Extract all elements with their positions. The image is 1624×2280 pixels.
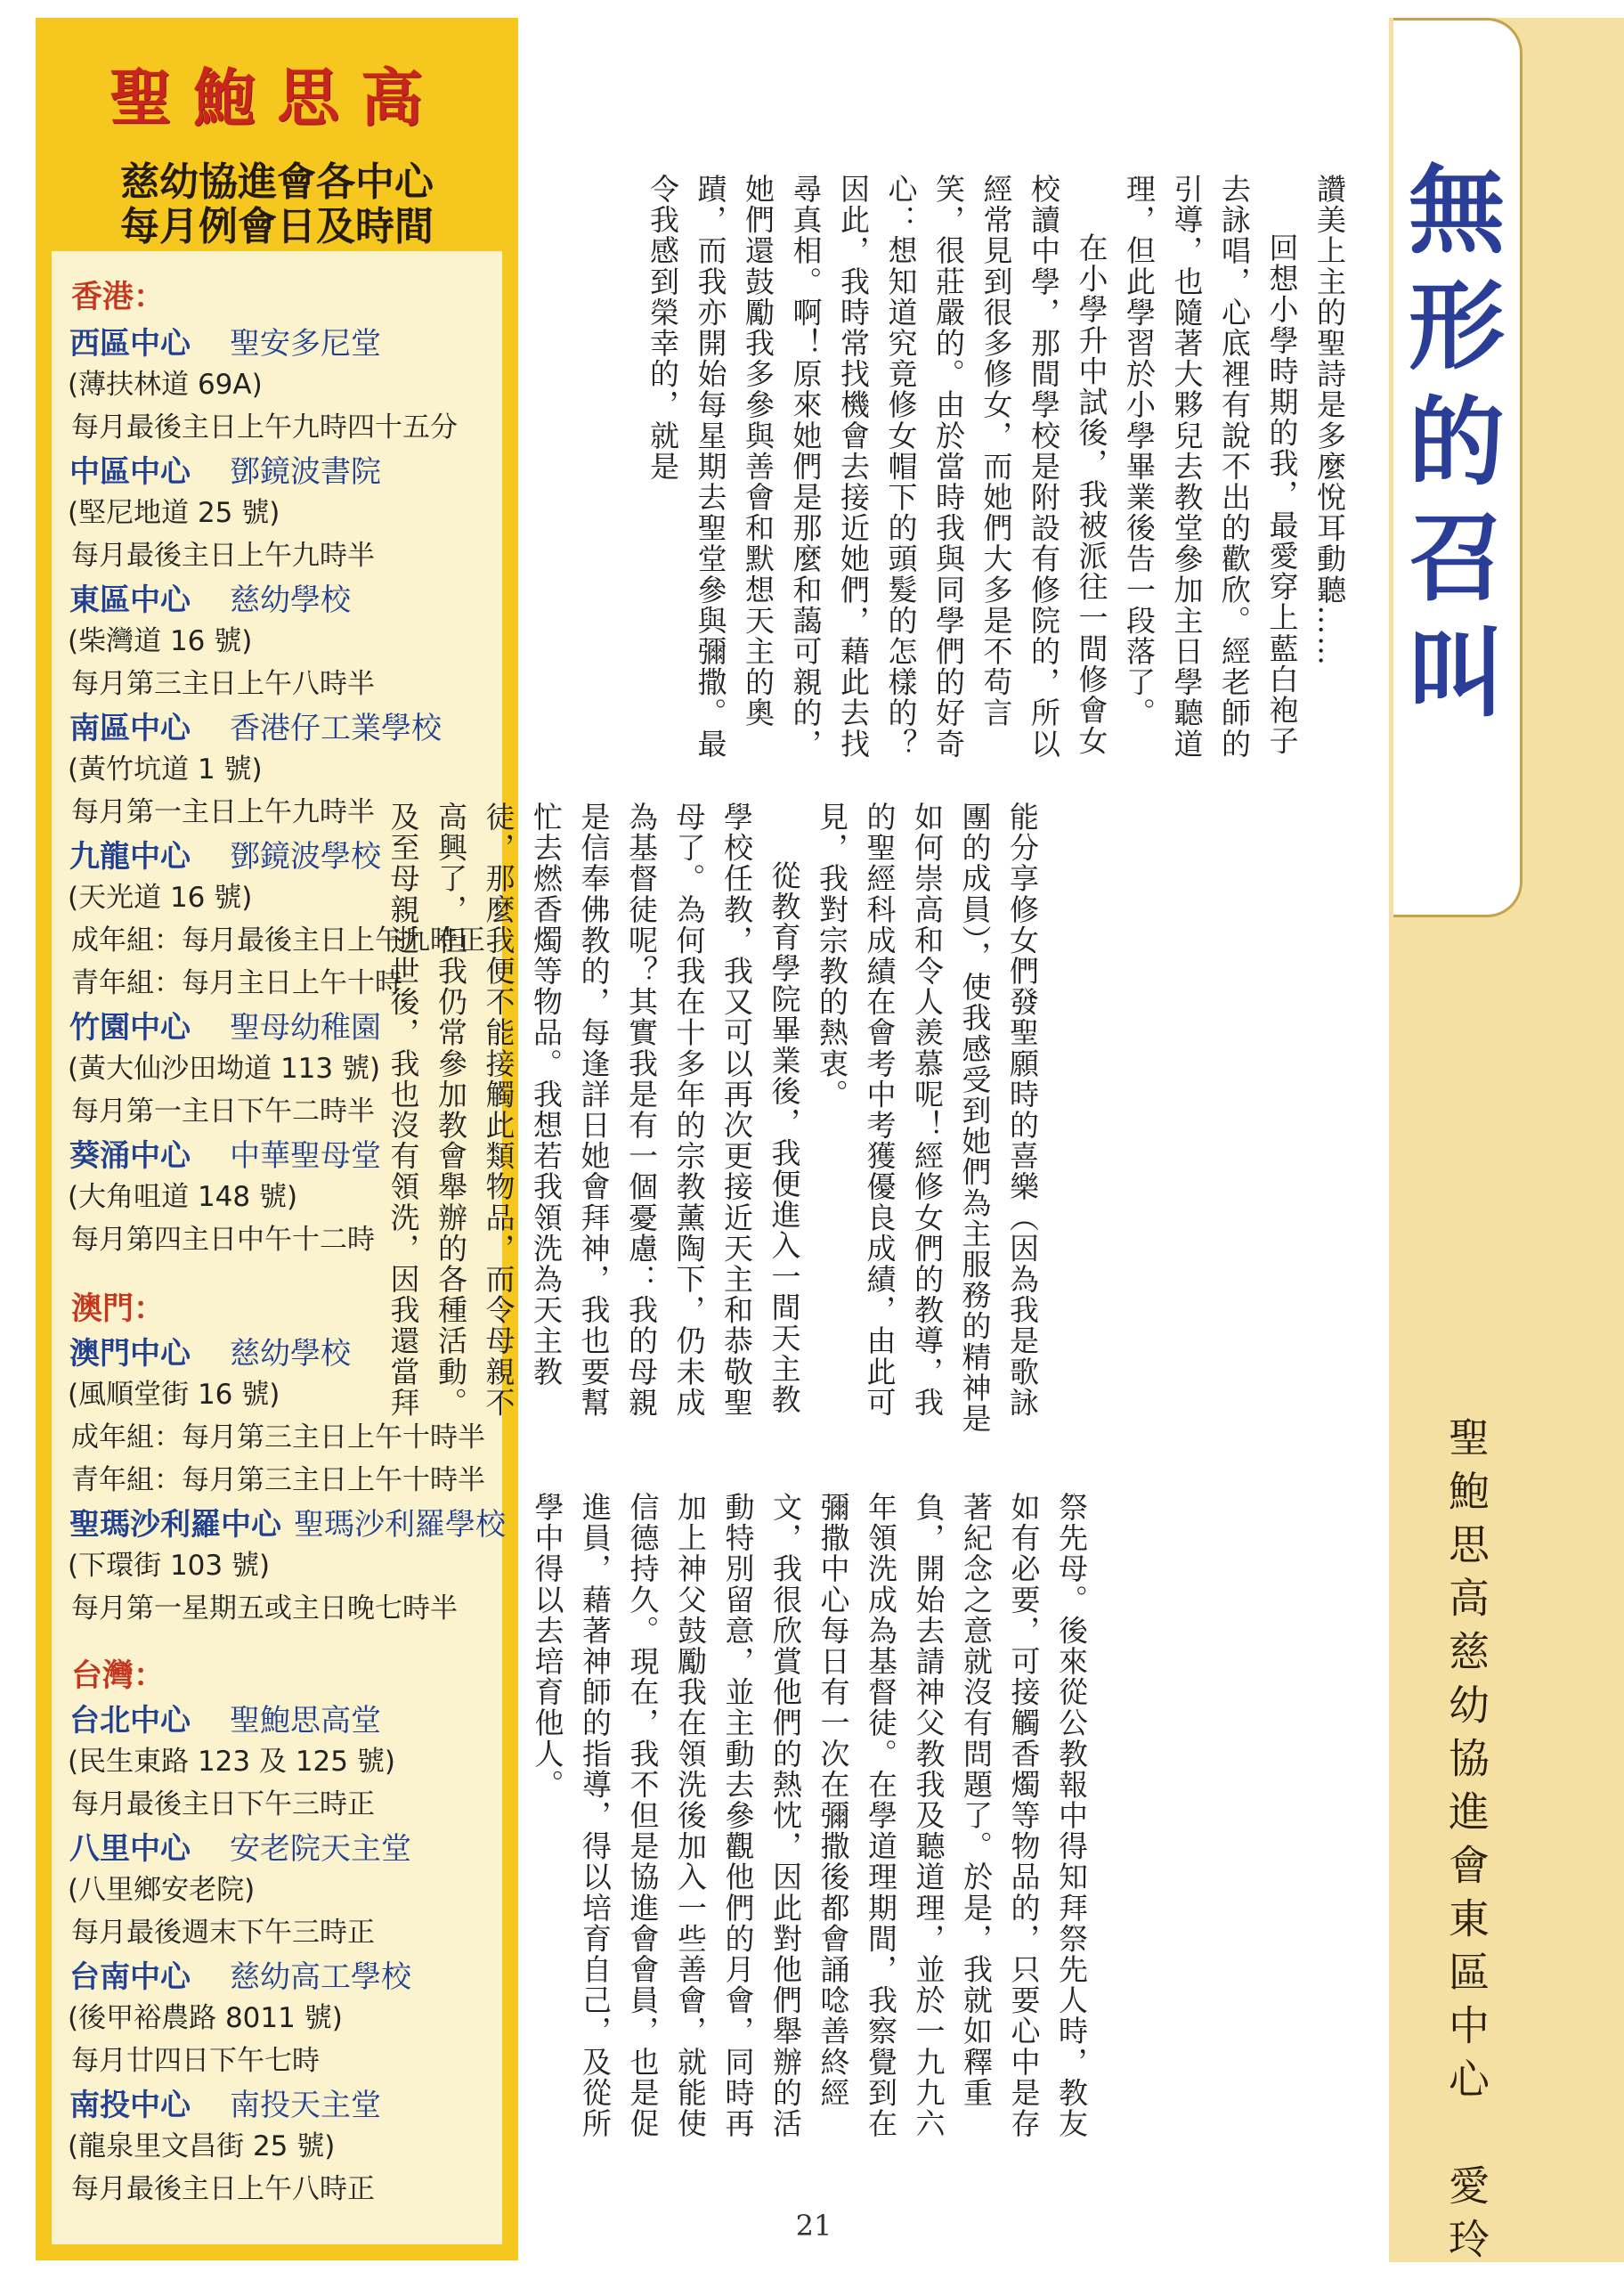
center-venue: 慈幼高工學校 (230, 1959, 411, 1995)
sidebar-subtitle-line2: 每月例會日及時間 (120, 204, 434, 249)
center-name: 南投中心 (69, 2088, 191, 2123)
center-time: 每月最後主日下午三時正 (71, 1788, 375, 1820)
article-title-char: 形 (1408, 272, 1505, 383)
center-venue: 鄧鏡波學校 (230, 839, 381, 875)
center-venue: 慈幼學校 (230, 1336, 351, 1372)
center-name: 東區中心 (69, 582, 191, 618)
region-label-taiwan: 台灣： (71, 1658, 166, 1694)
article-title-char: 無 (1408, 156, 1505, 267)
center-time: 青年組：每月第三主日上午十時半 (71, 1464, 485, 1496)
center-time: 每月最後週末下午三時正 (71, 1917, 375, 1949)
center-name: 八里中心 (69, 1831, 191, 1867)
sidebar-subtitle-line1: 慈幼協進會各中心 (120, 159, 434, 205)
page-number: 21 (795, 2209, 832, 2243)
center-address: (下環街 103 號) (68, 1550, 271, 1582)
center-venue: 聖安多尼堂 (230, 326, 381, 362)
center-venue: 聖母幼稚園 (230, 1010, 381, 1046)
sidebar-title: 聖鮑思高 (110, 61, 444, 134)
center-row (69, 1003, 381, 1044)
center-address: (黃竹坑道 1 號) (68, 753, 263, 786)
center-venue: 慈幼學校 (230, 582, 351, 618)
center-venue: 香港仔工業學校 (230, 711, 442, 746)
article-title-char: 叫 (1408, 619, 1505, 730)
article-column-2 (386, 802, 1046, 1443)
center-name: 聖瑪沙利羅中心 (69, 1507, 281, 1543)
center-name: 中區中心 (69, 454, 191, 490)
center-address: (風順堂街 16 號) (68, 1379, 280, 1411)
center-time: 每月第一主日上午九時半 (71, 796, 375, 828)
center-time: 成年組：每月最後主日上午九時正 (71, 924, 485, 957)
center-name: 南區中心 (69, 711, 191, 746)
center-name: 西區中心 (69, 326, 191, 362)
center-venue: 聖鮑思高堂 (230, 1703, 381, 1738)
center-address: (龍泉里文昌街 25 號) (68, 2130, 336, 2162)
center-name: 葵涌中心 (69, 1138, 191, 1174)
center-address: (大角咀道 148 號) (68, 1181, 298, 1213)
article-title-char: 召 (1408, 503, 1505, 615)
center-time: 每月第三主日上午八時半 (71, 668, 375, 700)
center-row (69, 575, 351, 616)
center-venue: 中華聖母堂 (230, 1138, 381, 1174)
center-row (69, 832, 381, 873)
center-name: 台北中心 (69, 1703, 191, 1738)
center-time: 成年組：每月第三主日上午十時半 (71, 1421, 485, 1454)
center-row (69, 2080, 381, 2121)
center-row (69, 1131, 381, 1172)
article-column-1 (552, 174, 1353, 761)
article-paragraph: 從教育學院畢業後，我便進入一間天主教學校任教，我又可以再次更接近天主和恭敬聖母了。為何我在十多年的宗教薰陶下，仍未成為基督徒呢？其實我是有一個憂慮：我的母親是信奉佛教的，每逢詳日她會拜神，我也要幫忙去燃香燭等物品。我想若我領洗為天主教徒，那麼我便不能接觸此類物品，而令母親不高興了，但我仍常參加教會舉辦的各種活動。及至母親逝世後，我也沒有領洗，因我還當拜 (386, 802, 802, 1418)
center-time: 每月最後主日上午九時半 (71, 540, 375, 572)
article-paragraph: 在小學升中試後，我被派往一間修會女校讀中學，那間學校是附設有修院的，所以經常見到很多修女，而她們大多是不苟言笑，很莊嚴的。由於當時我與同學們的好奇心：想知道究竟修女帽下的頭髮的怎樣的？因此，我時常找機會去接近她們，藉此去找尋真相。啊！原來她們是那麼和藹可親的，她們還鼓勵我多參與善會和默想天主的奧蹟，而我亦開始每星期去聖堂參與彌撒。最令我感到榮幸的，就是 (646, 174, 1109, 760)
center-time: 每月第一主日下午二時半 (71, 1095, 375, 1128)
center-address: (後甲裕農路 8011 號) (68, 2002, 343, 2034)
region-label-macau: 澳門： (71, 1291, 166, 1327)
article-paragraph: 回想小學時期的我，最愛穿上藍白袍子去詠唱，心底裡有說不出的歡欣。經老師的引導，也隨著大夥兒去教堂參加主日學聽道理，但此學習於小學畢業後告一段落了。 (1122, 174, 1300, 760)
center-time: 每月第四主日中午十二時 (71, 1224, 375, 1256)
center-row (69, 447, 381, 488)
center-row (69, 1329, 351, 1370)
center-venue: 聖瑪沙利羅學校 (294, 1507, 506, 1543)
article-paragraph: 讚美上主的聖詩是多麼悅耳動聽…… (1312, 174, 1347, 667)
center-venue: 安老院天主堂 (230, 1831, 411, 1867)
center-address: (薄扶林道 69A) (68, 369, 263, 401)
article-title-char: 的 (1408, 387, 1505, 499)
article-paragraph: 能分享修女們發聖願時的喜樂（因為我是歌詠團的成員），使我感受到她們為主服務的精神是如何崇高和令人羨慕呢！經修女們的教導，我的聖經科成績在會考中考獲優良成績，由此可見，我對宗教的熱衷。 (815, 802, 1040, 1435)
center-row (69, 1696, 381, 1737)
center-time: 每月最後主日上午九時四十五分 (71, 411, 458, 444)
center-name: 竹園中心 (69, 1010, 191, 1046)
center-name: 澳門中心 (69, 1336, 191, 1372)
center-row (69, 1952, 411, 1993)
article-paragraph: 祭先母。後來從公教報中得知拜祭先人時，教友如有必要，可接觸香燭等物品的，只要心中是存著紀念之意就沒有問題了。於是，我就如釋重負，開始去請神父教我及聽道理，並於一九九六年領洗成為基督徒。在學道理期間，我察覺到在彌撒中心每日有一次在彌撒後都會誦唸善終經文，我很欣賞他們的熱忱，因此對他們舉辦的活動特別留意，並主動去參觀他們的月會，同時再加上神父鼓勵我在領洗後加入一些善會，就能使信德持久。現在，我不但是協進會會員，也是促進員，藉著神師的指導，得以培育自己，及從所學中得以去培育他人。 (530, 1492, 1089, 2139)
article-column-3 (530, 1492, 1095, 2142)
center-time: 每月最後主日上午八時正 (71, 2173, 375, 2205)
center-address: (黃大仙沙田坳道 113 號) (68, 1053, 381, 1085)
center-address: (柴灣道 16 號) (68, 625, 253, 657)
center-time: 青年組：每月主日上午十時 (71, 967, 402, 999)
center-time: 每月第一星期五或主日晚七時半 (71, 1592, 458, 1624)
center-venue: 鄧鏡波書院 (230, 454, 381, 490)
center-venue: 南投天主堂 (230, 2088, 381, 2123)
article-author: 聖鮑思高慈幼協進會東區中心 愛玲 (1442, 1416, 1490, 2271)
center-address: (堅尼地道 25 號) (68, 497, 280, 529)
center-address: (八里鄉安老院) (68, 1874, 256, 1906)
center-time: 每月廿四日下午七時 (71, 2045, 320, 2077)
center-row (69, 704, 442, 745)
center-row (69, 319, 381, 360)
center-name: 九龍中心 (69, 839, 191, 875)
center-row (69, 1824, 411, 1865)
center-address: (民生東路 123 及 125 號) (68, 1746, 395, 1778)
article-title (1398, 134, 1515, 730)
center-address: (天光道 16 號) (68, 882, 253, 914)
region-label-hong-kong: 香港： (71, 280, 166, 315)
center-name: 台南中心 (69, 1959, 191, 1995)
center-row (69, 1500, 506, 1541)
